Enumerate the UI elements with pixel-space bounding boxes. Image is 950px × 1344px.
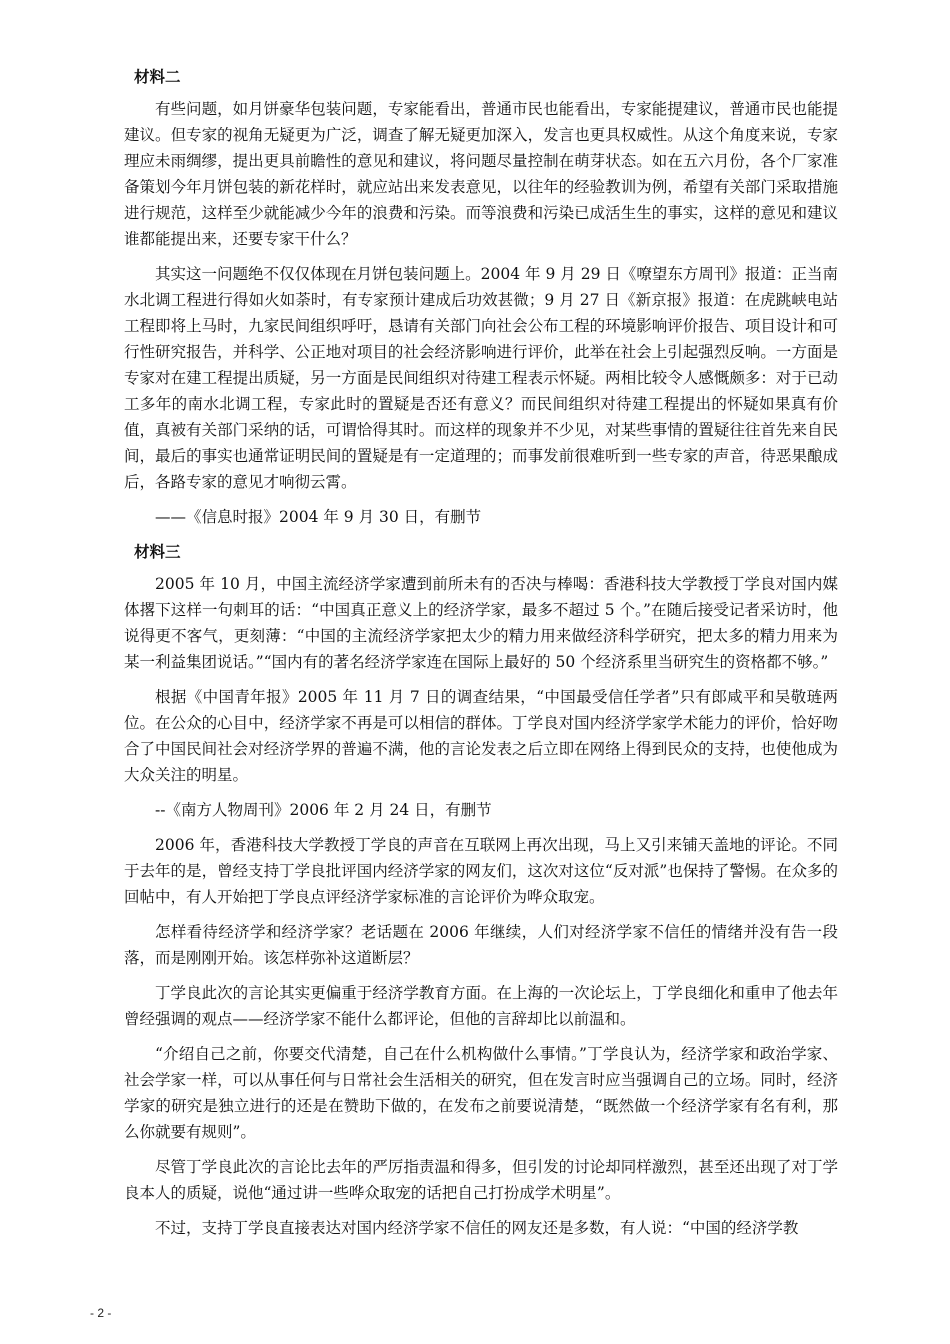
- source-citation: ——《信息时报》2004 年 9 月 30 日，有删节: [155, 508, 482, 526]
- section-heading-material-3: 材料三: [134, 542, 181, 561]
- source-citation: --《南方人物周刊》2006 年 2 月 24 日，有删节: [155, 801, 492, 819]
- paragraph: 其实这一问题绝不仅仅体现在月饼包装问题上。2004 年 9 月 29 日《嘹望东方周刊》报道：正当南水北调工程进行得如火如荼时，有专家预计建成后功效甚微；9 月 27 日《新京报》报道：在虎跳峡电站工程即将上马时，九家民间组织呼吁，恳请有关部门向社会公布工程的环境影响评价报告、项目设计和可行性研究报告，并科学、公正地对项目的社会经济影响进行评价，此举在社会上引起强烈反响。一方面是专家对在建工程提出质疑，另一方面是民间组织对待建工程表示怀疑。两相比较令人感慨颇多：对于已动工多年的南水北调工程，专家此时的置疑是否还有意义？而民间组织对待建工程提出的怀疑如果真有价值，真被有关部门采纳的话，可谓恰得其时。而这样的现象并不少见，对某些事情的置疑往往首先来自民间，最后的事实也通常证明民间的置疑是有一定道理的；而事发前很难听到一些专家的声音，待恶果酿成后，各路专家的意见才响彻云霄。: [124, 265, 838, 491]
- paragraph: 怎样看待经济学和经济学家？老话题在 2006 年继续，人们对经济学家不信任的情绪并没有告一段落，而是刚刚开始。该怎样弥补这道断层？: [124, 923, 838, 967]
- paragraph: 不过，支持丁学良直接表达对国内经济学家不信任的网友还是多数，有人说：“中国的经济学教: [155, 1219, 799, 1237]
- paragraph: 2005 年 10 月，中国主流经济学家遭到前所未有的否决与棒喝：香港科技大学教授丁学良对国内媒体撂下这样一句刺耳的话：“中国真正意义上的经济学家，最多不超过 5 个。”在随后接受记者采访时，他说得更不客气，更刻薄：“中国的主流经济学家把太少的精力用来做经济科学研究，把太多的精力用来为某一利益集团说话。”“国内有的著名经济学家连在国际上最好的 50 个经济系里当研究生的资格都不够。”: [124, 575, 838, 671]
- page-number: - 2 -: [90, 1306, 112, 1320]
- paragraph: 2006 年，香港科技大学教授丁学良的声音在互联网上再次出现，马上又引来铺天盖地的评论。不同于去年的是，曾经支持丁学良批评国内经济学家的网友们，这次对这位“反对派”也保持了警惕。在众多的回帖中，有人开始把丁学良点评经济学家标准的言论评价为哗众取宠。: [124, 836, 838, 906]
- paragraph: 丁学良此次的言论其实更偏重于经济学教育方面。在上海的一次论坛上，丁学良细化和重申了他去年曾经强调的观点——经济学家不能什么都评论，但他的言辞却比以前温和。: [124, 984, 838, 1028]
- document-body: [124, 64, 838, 1250]
- paragraph: “介绍自己之前，你要交代清楚，自己在什么机构做什么事情。”丁学良认为，经济学家和政治学家、社会学家一样，可以从事任何与日常社会生活相关的研究，但在发言时应当强调自己的立场。同时，经济学家的研究是独立进行的还是在赞助下做的，在发布之前要说清楚，“既然做一个经济学家有名有利，那么你就要有规则”。: [124, 1045, 838, 1141]
- paragraph: 尽管丁学良此次的言论比去年的严厉指责温和得多，但引发的讨论却同样激烈，甚至还出现了对丁学良本人的质疑，说他“通过讲一些哗众取宠的话把自己打扮成学术明星”。: [124, 1158, 838, 1202]
- paragraph: 根据《中国青年报》2005 年 11 月 7 日的调查结果，“中国最受信任学者”只有郎咸平和吴敬琏两位。在公众的心目中，经济学家不再是可以相信的群体。丁学良对国内经济学家学术能力的评价，恰好吻合了中国民间社会对经济学界的普遍不满，他的言论发表之后立即在网络上得到民众的支持，也使他成为大众关注的明星。: [124, 688, 838, 784]
- section-heading-material-2: 材料二: [134, 67, 181, 86]
- paragraph: 有些问题，如月饼豪华包装问题，专家能看出，普通市民也能看出，专家能提建议，普通市民也能提建议。但专家的视角无疑更为广泛，调查了解无疑更加深入，发言也更具权威性。从这个角度来说，专家理应未雨绸缪，提出更具前瞻性的意见和建议，将问题尽量控制在萌芽状态。如在五六月份，各个厂家准备策划今年月饼包装的新花样时，就应站出来发表意见，以往年的经验教训为例，希望有关部门采取措施进行规范，这样至少就能减少今年的浪费和污染。而等浪费和污染已成活生生的事实，这样的意见和建议谁都能提出来，还要专家干什么？: [124, 100, 838, 248]
